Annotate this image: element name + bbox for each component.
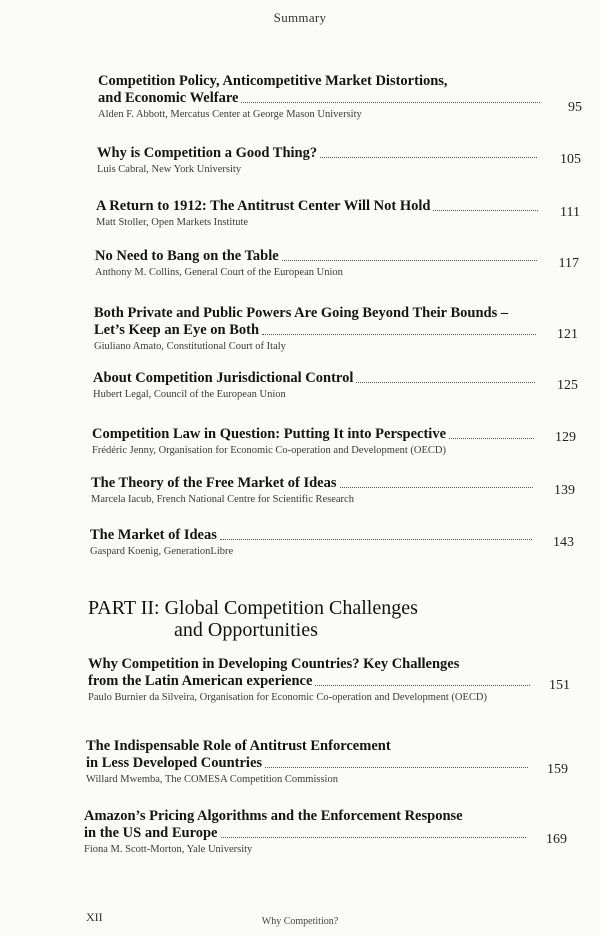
entry-title: Competition Policy, Anticompetitive Market Distortions, and Economic Welfare (98, 73, 546, 107)
dot-leader (315, 685, 530, 686)
entry-title: The Indispensable Role of Antitrust Enforcement in Less Developed Countries (86, 738, 534, 772)
entry-author: Frédéric Jenny, Organisation for Economic Co-operation and Development (OECD) (92, 445, 446, 456)
entry-author: Willard Mwemba, The COMESA Competition Commission (86, 774, 338, 785)
dot-leader (356, 382, 535, 383)
entry-author: Anthony M. Collins, General Court of the European Union (95, 267, 343, 278)
entry-page-number: 151 (549, 678, 570, 693)
book-title-footer: Why Competition? (261, 916, 339, 927)
entry-page-number: 117 (558, 256, 579, 271)
entry-author: Marcela Iacub, French National Centre for Scientific Research (91, 494, 354, 505)
entry-title: Why is Competition a Good Thing? (97, 145, 543, 162)
entry-author: Hubert Legal, Council of the European Union (93, 389, 286, 400)
dot-leader (221, 837, 527, 838)
entry-author: Fiona M. Scott-Morton, Yale University (84, 844, 253, 855)
dot-leader (220, 539, 532, 540)
dot-leader (320, 157, 537, 158)
entry-page-number: 169 (546, 832, 567, 847)
dot-leader (282, 260, 537, 261)
dot-leader (449, 438, 534, 439)
dot-leader (265, 767, 528, 768)
entry-author: Luis Cabral, New York University (97, 164, 242, 175)
part-heading: PART II: Global Competition Challenges and Opportunities (88, 597, 418, 641)
running-head: Summary (273, 10, 327, 25)
entry-title: A Return to 1912: The Antitrust Center Will Not Hold (96, 198, 544, 215)
dot-leader (340, 487, 533, 488)
entry-page-number: 105 (560, 152, 581, 167)
folio: XII (86, 910, 103, 924)
entry-title: The Theory of the Free Market of Ideas (91, 475, 539, 492)
entry-author: Matt Stoller, Open Markets Institute (96, 217, 249, 228)
entry-page-number: 159 (547, 762, 568, 777)
dot-leader (262, 334, 536, 335)
entry-title: About Competition Jurisdictional Control (93, 370, 541, 387)
entry-title: No Need to Bang on the Table (95, 248, 543, 265)
entry-title: Competition Law in Question: Putting It into Perspective (92, 426, 540, 443)
entry-page-number: 139 (554, 483, 575, 498)
entry-author: Giuliano Amato, Constitutional Court of Italy (94, 341, 286, 352)
entry-author: Gaspard Koenig, GenerationLibre (90, 546, 234, 557)
entry-page-number: 121 (557, 327, 578, 342)
entry-page-number: 125 (557, 378, 578, 393)
entry-title: Why Competition in Developing Countries? Key Challenges from the Latin American experience (88, 656, 536, 690)
entry-page-number: 129 (555, 430, 576, 445)
entry-page-number: 95 (568, 100, 582, 115)
entry-title: Amazon’s Pricing Algorithms and the Enforcement Response in the US and Europe (84, 808, 532, 842)
entry-page-number: 143 (553, 535, 574, 550)
dot-leader (241, 102, 540, 103)
entry-title: Both Private and Public Powers Are Going Beyond Their Bounds – Let’s Keep an Eye on Both (94, 305, 542, 339)
entry-title: The Market of Ideas (90, 527, 538, 544)
entry-author: Paulo Burnier da Silveira, Organisation for Economic Co-operation and Development (OECD) (88, 692, 487, 703)
entry-author: Alden F. Abbott, Mercatus Center at George Mason University (98, 109, 362, 120)
entry-page-number: 111 (560, 205, 580, 220)
dot-leader (433, 210, 538, 211)
